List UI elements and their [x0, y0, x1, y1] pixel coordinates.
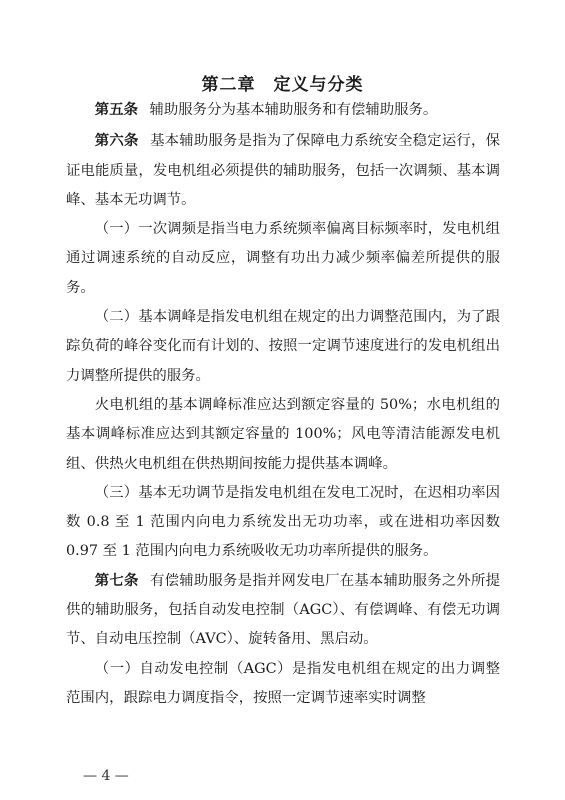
paragraph-text: 有偿辅助服务是指并网发电厂在基本辅助服务之外所提供的辅助服务，包括自动发电控制（AGC）、有偿调峰、有偿无功调节、自动电压控制（AVC）、旋转备用、黑启动。 — [66, 572, 500, 648]
article-label: 第五条 — [94, 102, 138, 118]
article-label: 第七条 — [94, 572, 139, 589]
clause-basic-reactive-regulation: （三）基本无功调节是指发电机组在发电工况时，在迟相功率因数 0.8 至 1 范围内向电力系统发出无功功率，或在进相功率因数 0.97 至 1 范围内向电力系统吸收无功功率所提供的服务。 — [66, 484, 500, 560]
body-text — [66, 96, 500, 713]
clause-agc: （一）自动发电控制（AGC）是指发电机组在规定的出力调整范围内，跟踪电力调度指令，按照一定调节速率实时调整 — [66, 660, 500, 706]
peak-regulation-standards-paragraph: 火电机组的基本调峰标准应达到额定容量的 50%；水电机组的基本调峰标准应达到其额定容量的 100%；风电等清洁能源发电机组、供热火电机组在供热期间按能力提供基本调峰。 — [66, 396, 500, 472]
clause-primary-frequency-regulation: （一）一次调频是指当电力系统频率偏离目标频率时，发电机组通过调速系统的自动反应，调整有功出力减少频率偏差所提供的服务。 — [66, 221, 500, 296]
clause-basic-peak-regulation: （二）基本调峰是指发电机组在规定的出力调整范围内，为了跟踪负荷的峰谷变化而有计划的、按照一定调节速度进行的发电机组出力调整所提供的服务。 — [66, 309, 500, 384]
paragraph-text: 辅助服务分为基本辅助服务和有偿辅助服务。 — [149, 102, 438, 118]
article-5-paragraph — [66, 96, 500, 125]
page-number: — 4 — — [83, 768, 129, 784]
article-7-paragraph — [66, 567, 500, 655]
paragraph-text: 基本辅助服务是指为了保障电力系统安全稳定运行，保证电能质量，发电机组必须提供的辅助服务，包括一次调频、基本调峰、基本无功调节。 — [66, 133, 500, 208]
chapter-title: 第二章 定义与分类 — [201, 75, 364, 95]
article-label: 第六条 — [94, 133, 139, 150]
article-6-paragraph — [66, 127, 500, 215]
